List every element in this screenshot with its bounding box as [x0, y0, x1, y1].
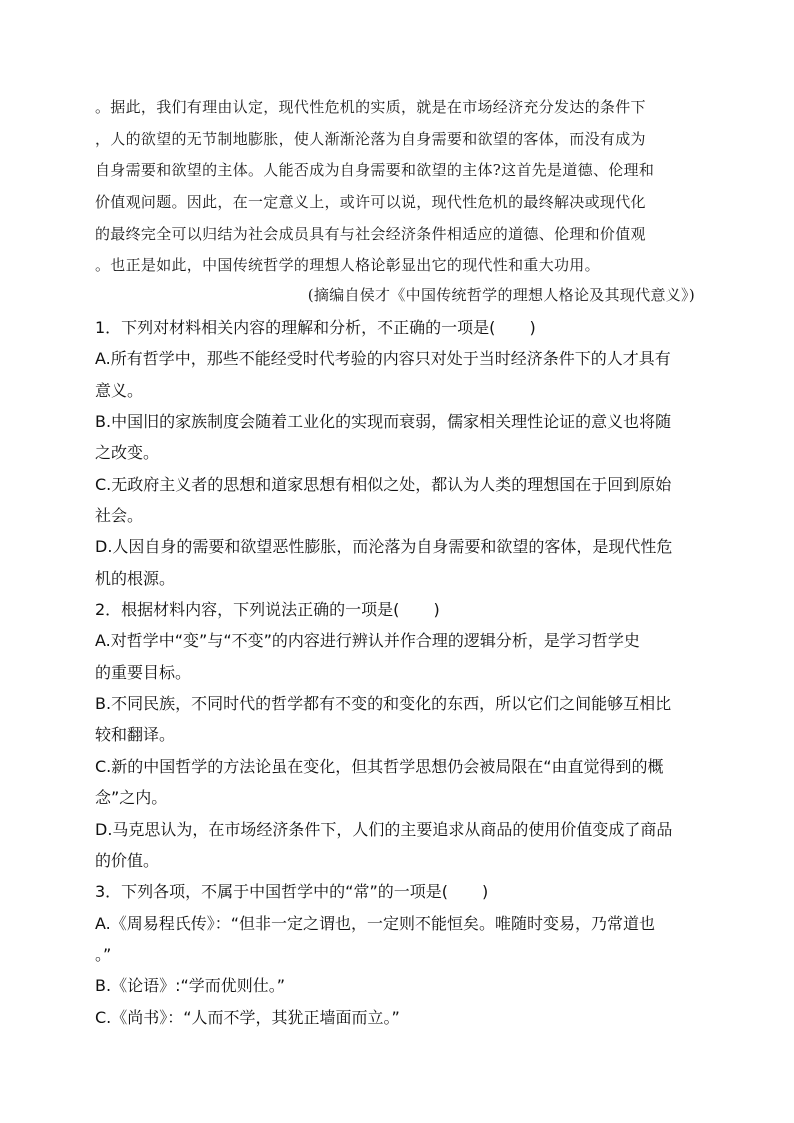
passage-line: 价值观问题。因此，在一定意义上，或许可以说，现代性危机的最终解决或现代化 [95, 193, 646, 212]
passage-line: ，人的欲望的无节制地膨胀，使人渐渐沦落为自身需要和欲望的客体，而没有成为 [95, 129, 646, 148]
option-line: C.《尚书》：“人而不学，其犹正墙面而立。” [95, 1007, 400, 1027]
passage-line: 。也正是如此，中国传统哲学的理想人格论彰显出它的现代性和重大功用。 [95, 256, 600, 275]
passage-line: 。据此，我们有理由认定，现代性危机的实质，就是在市场经济充分发达的条件下 [95, 98, 646, 116]
option-line: A.所有哲学中，那些不能经受时代考验的内容只对处于当时经济条件下的人才具有 [95, 349, 671, 369]
passage-source: (摘编自侯才《中国传统哲学的理想人格论及其现代意义》) [307, 286, 695, 304]
option-line: 社会。 [95, 506, 144, 526]
question-stem-text: 1．下列对材料相关内容的理解和分析，不正确的一项是( [95, 318, 496, 337]
option-line: A.《周易程氏传》：“但非一定之谓也，一定则不能恒矣。唯随时变易，乃常道也 [95, 913, 656, 933]
passage-line: 自身需要和欲望的主体。人能否成为自身需要和欲望的主体?这首先是道德、伦理和 [95, 161, 655, 180]
option-line: B.中国旧的家族制度会随着工业化的实现而衰弱，儒家相关理性论证的意义也将随 [95, 412, 672, 432]
option-line: C.无政府主义者的思想和道家思想有相似之处，都认为人类的理想国在于回到原始 [95, 474, 672, 494]
option-line: 机的根源。 [95, 568, 176, 588]
option-line: D.人因自身的需要和欲望恶性膨胀，而沦落为自身需要和欲望的客体，是现代性危 [95, 537, 673, 557]
option-line: 。” [95, 944, 112, 964]
reading-passage [95, 92, 695, 282]
option-line: D.马克思认为，在市场经济条件下，人们的主要追求从商品的使用价值变成了商品 [95, 819, 673, 839]
question-stem-text: 2．根据材料内容，下列说法正确的一项是( [95, 600, 400, 620]
option-line: B.不同民族，不同时代的哲学都有不变的和变化的东西，所以它们之间能够互相比 [95, 694, 672, 714]
question-stem-text: 3．下列各项，不属于中国哲学中的“常”的一项是( [95, 882, 449, 902]
question-stem [95, 876, 705, 907]
option-line: 的重要目标。 [95, 662, 192, 682]
option-line: 之改变。 [95, 443, 160, 463]
option-line: C.新的中国哲学的方法论虽在变化，但其哲学思想仍会被局限在“由直觉得到的概 [95, 756, 664, 776]
question-list [95, 312, 705, 1033]
question-stem [95, 312, 705, 343]
question-stem-end: ) [529, 318, 536, 337]
option-line: 念”之内。 [95, 788, 168, 808]
option-line: 的价值。 [95, 850, 160, 870]
passage-line: 的最终完全可以归结为社会成员具有与社会经济条件相适应的道德、伦理和价值观 [95, 224, 646, 243]
option-line: B.《论语》:“学而优则仕。” [95, 976, 286, 996]
question-stem-end: ) [482, 882, 489, 902]
option-line: 意义。 [95, 380, 144, 400]
option-line: 较和翻译。 [95, 725, 176, 745]
option-line: A.对哲学中“变”与“不变”的内容进行辨认并作合理的逻辑分析，是学习哲学史 [95, 631, 640, 651]
question-stem-end: ) [433, 600, 440, 620]
question-stem [95, 594, 705, 625]
